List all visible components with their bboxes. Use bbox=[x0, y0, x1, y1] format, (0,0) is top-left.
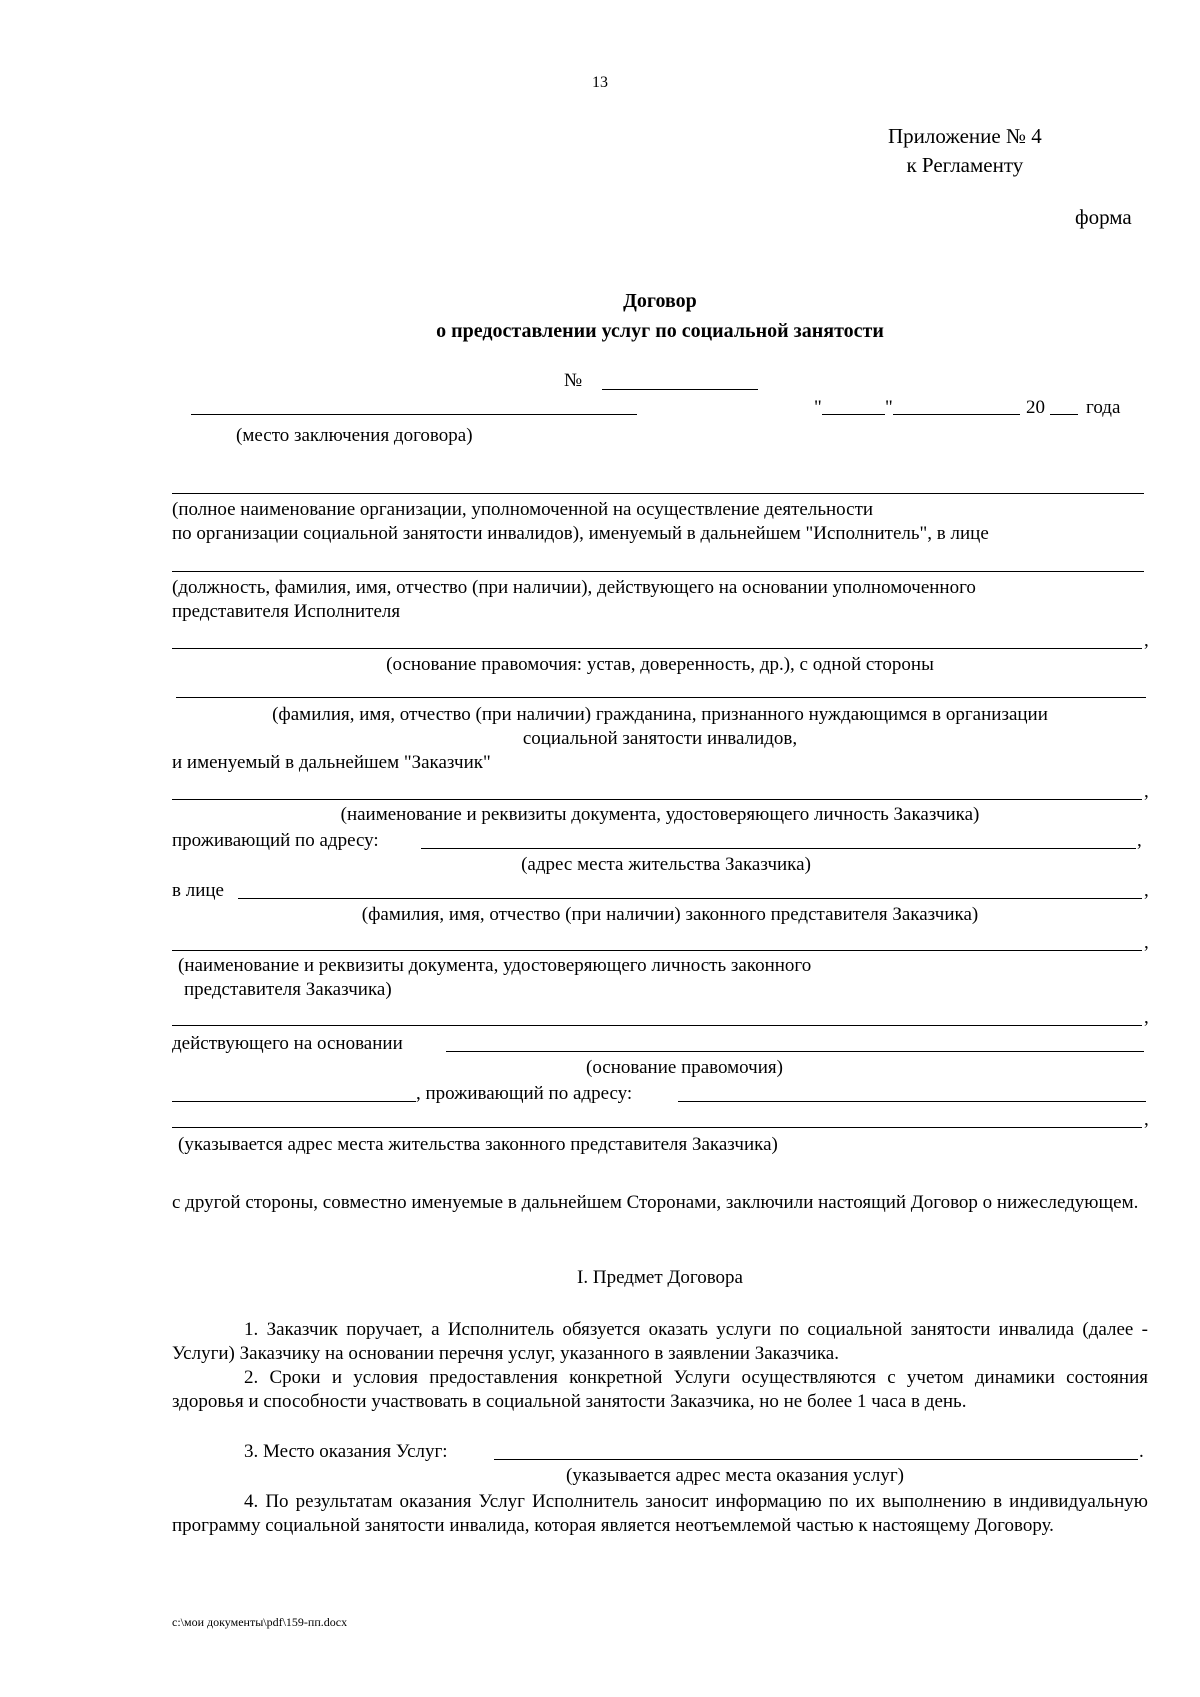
date-day-field[interactable] bbox=[822, 414, 885, 415]
citizen-name-field[interactable] bbox=[176, 697, 1146, 698]
residing-label: проживающий по адресу: bbox=[172, 830, 379, 851]
appendix-label bbox=[888, 122, 1042, 180]
appendix-to: к Регламенту bbox=[906, 153, 1024, 177]
year-prefix: 20 bbox=[1026, 397, 1045, 418]
basis-field[interactable] bbox=[172, 648, 1142, 649]
representative-document-caption-line-2: представителя Заказчика) bbox=[184, 979, 392, 1000]
document-caption: (наименование и реквизиты документа, удостоверяющего личность Заказчика) bbox=[340, 804, 980, 825]
year-suffix: года bbox=[1086, 397, 1121, 418]
authority-field-2[interactable] bbox=[172, 1101, 416, 1102]
representative-document-field-2[interactable] bbox=[172, 1025, 1142, 1026]
place-caption: (место заключения договора) bbox=[236, 425, 473, 446]
position-caption-line-2: представителя Исполнителя bbox=[172, 601, 401, 622]
representative-document-field[interactable] bbox=[172, 950, 1142, 951]
title-line-1: Договор bbox=[623, 290, 697, 312]
representative-address-field[interactable] bbox=[678, 1101, 1146, 1102]
place-field[interactable] bbox=[191, 414, 637, 415]
position-caption-line-1: (должность, фамилия, имя, отчество (при наличии), действующего на основании уполномоченного bbox=[172, 577, 976, 598]
representative-address-field-2[interactable] bbox=[172, 1127, 1142, 1128]
paragraph-3-label: 3. Место оказания Услуг: bbox=[244, 1441, 448, 1462]
representative-caption: (фамилия, имя, отчество (при наличии) законного представителя Заказчика) bbox=[361, 904, 979, 925]
file-path-footer: c:\мои документы\pdf\159-пп.docx bbox=[172, 1615, 348, 1629]
position-field[interactable] bbox=[172, 571, 1144, 572]
date-close-quote: " bbox=[885, 397, 893, 418]
customer-named: и именуемый в дальнейшем "Заказчик" bbox=[172, 752, 491, 773]
year-field[interactable] bbox=[1050, 414, 1078, 415]
date-open-quote: " bbox=[814, 397, 822, 418]
service-place-field[interactable] bbox=[494, 1459, 1138, 1460]
page-number: 13 bbox=[592, 74, 608, 91]
authority-field[interactable] bbox=[446, 1051, 1144, 1052]
executor-caption-line-2: по организации социальной занятости инвалидов), именуемый в дальнейшем "Исполнитель", в лице bbox=[172, 523, 989, 544]
paragraph-4: 4. По результатам оказания Услуг Исполнитель заносит информацию по их выполнению в индивидуальную программу социальной занятости инвалида, которая является неотъемлемой частью к настоящему Договору. bbox=[172, 1491, 1148, 1536]
representative-field[interactable] bbox=[238, 898, 1142, 899]
contract-number-field[interactable] bbox=[602, 389, 758, 390]
in-person-label: в лице bbox=[172, 880, 224, 901]
representative-residing-label: , проживающий по адресу: bbox=[416, 1083, 633, 1104]
customer-address-field[interactable] bbox=[421, 848, 1136, 849]
paragraph-1: 1. Заказчик поручает, а Исполнитель обязуется оказать услуги по социальной занятости инвалида (далее - Услуги) Заказчику на основании перечня услуг, указанного в заявлении Заказчика. bbox=[172, 1319, 1148, 1364]
representative-document-caption-line-1: (наименование и реквизиты документа, удостоверяющего личность законного bbox=[178, 955, 812, 976]
document-title bbox=[60, 286, 1200, 346]
title-line-2: о предоставлении услуг по социальной занятости bbox=[436, 320, 884, 342]
executor-caption-line-1: (полное наименование организации, уполномоченной на осуществление деятельности bbox=[172, 499, 874, 520]
date-month-field[interactable] bbox=[893, 414, 1020, 415]
comma: , bbox=[1144, 880, 1149, 901]
comma: , bbox=[1144, 781, 1149, 802]
paragraph-2: 2. Сроки и условия предоставления конкретной Услуги осуществляются с учетом динамики состояния здоровья и способности участвовать в социальной занятости Заказчика, но не более 1 часа в день. bbox=[172, 1367, 1148, 1412]
executor-name-field[interactable] bbox=[172, 493, 1144, 494]
customer-document-field[interactable] bbox=[172, 799, 1142, 800]
section-1-title: I. Предмет Договора bbox=[577, 1267, 743, 1288]
form-label: форма bbox=[1075, 205, 1132, 229]
basis-caption: (основание правомочия: устав, доверенность, др.), с одной стороны bbox=[386, 654, 934, 675]
paragraph-3-caption: (указывается адрес места оказания услуг) bbox=[566, 1465, 904, 1486]
citizen-caption-line-2: социальной занятости инвалидов, bbox=[522, 728, 798, 749]
comma: , bbox=[1144, 932, 1149, 953]
appendix-number: Приложение № 4 bbox=[888, 124, 1042, 148]
comma: , bbox=[1144, 1109, 1149, 1130]
contract-number-label: № bbox=[564, 370, 583, 391]
acting-label: действующего на основании bbox=[172, 1033, 403, 1054]
period: . bbox=[1139, 1441, 1144, 1462]
comma: , bbox=[1144, 1007, 1149, 1028]
comma: , bbox=[1137, 830, 1142, 851]
citizen-caption-line-1: (фамилия, имя, отчество (при наличии) гражданина, признанного нуждающимся в организации bbox=[272, 704, 1048, 725]
representative-address-caption: (указывается адрес места жительства законного представителя Заказчика) bbox=[178, 1134, 778, 1155]
other-party-paragraph: с другой стороны, совместно именуемые в дальнейшем Сторонами, заключили настоящий Договор о нижеследующем. bbox=[172, 1192, 1139, 1213]
address-caption: (адрес места жительства Заказчика) bbox=[521, 854, 811, 875]
authority-caption: (основание правомочия) bbox=[586, 1057, 783, 1078]
comma: , bbox=[1144, 630, 1149, 651]
